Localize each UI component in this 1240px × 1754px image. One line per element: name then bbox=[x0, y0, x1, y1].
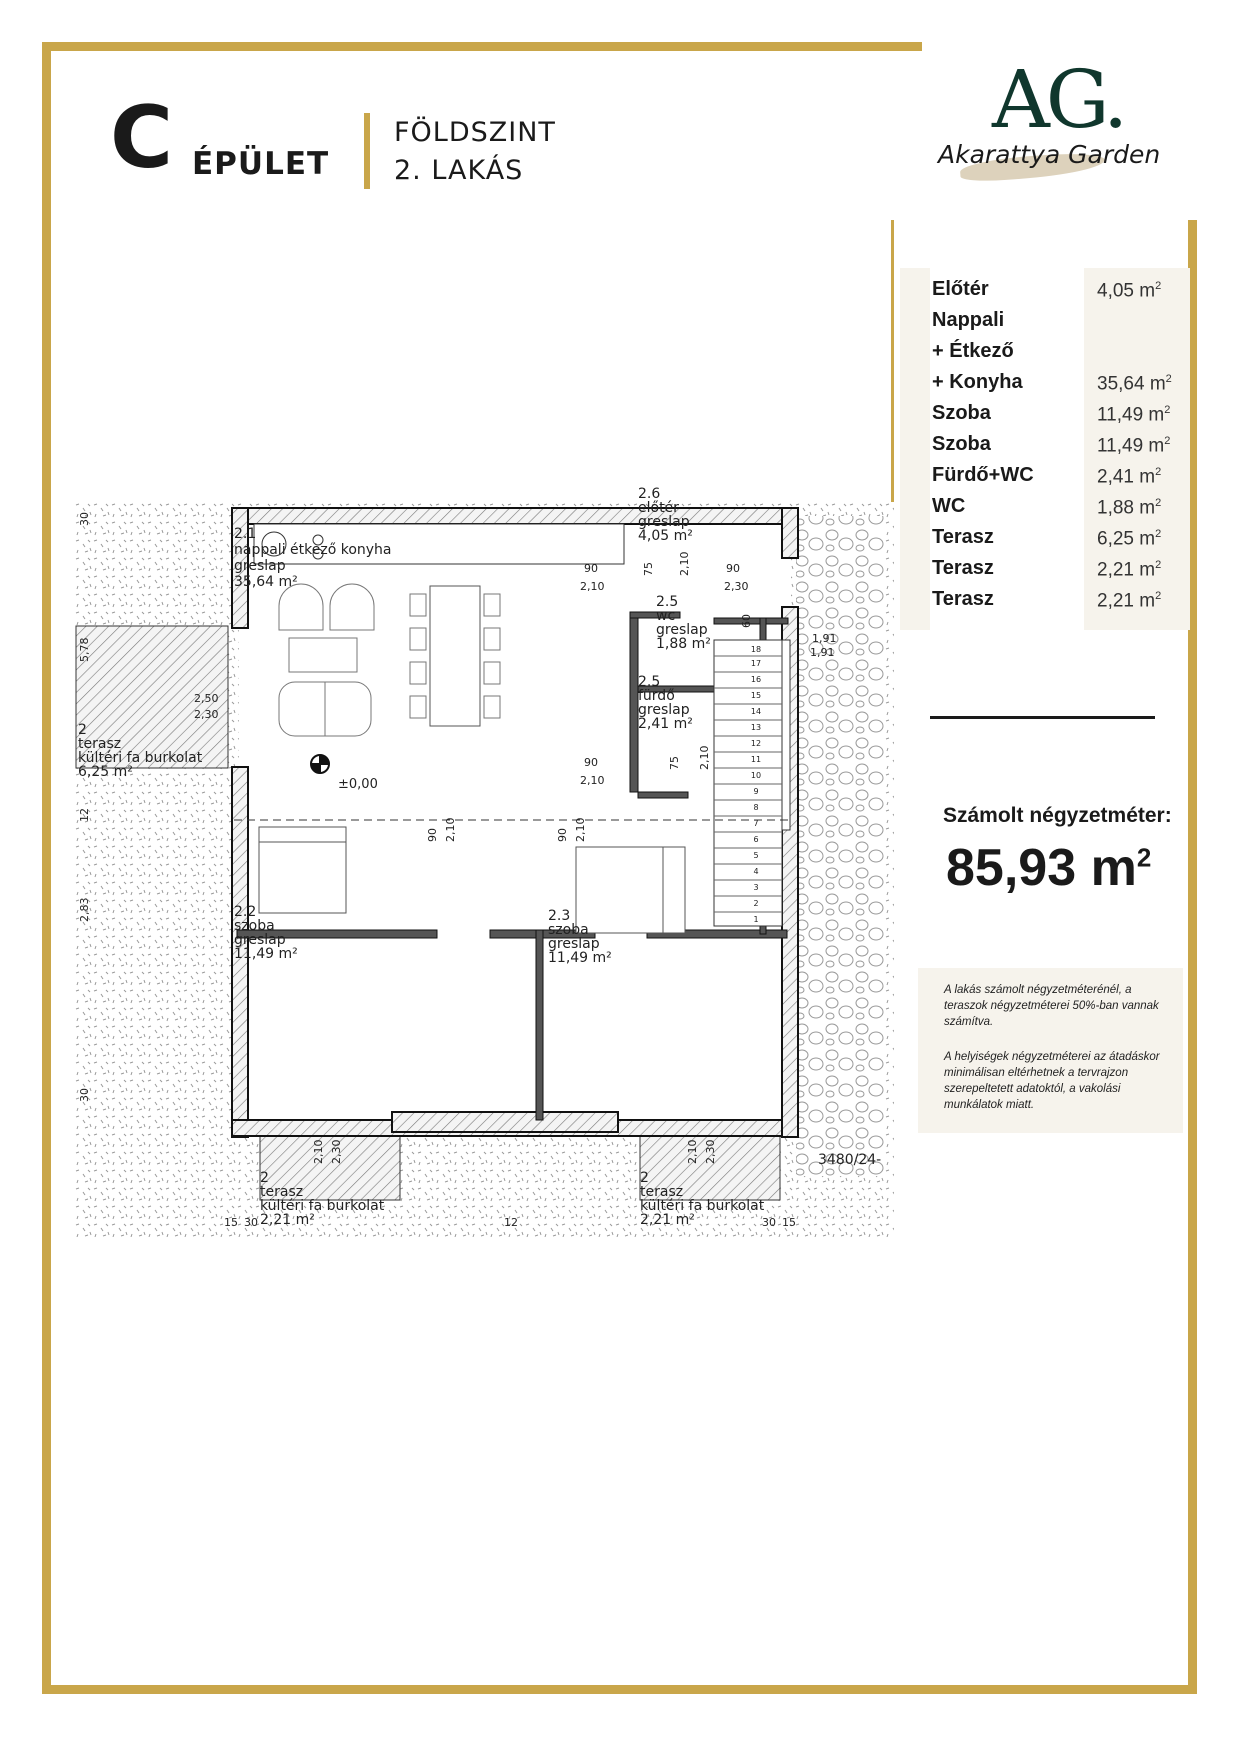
area-label: Terasz bbox=[932, 588, 994, 610]
stair-step: 4 bbox=[753, 867, 759, 876]
unit-name: 2. LAKÁS bbox=[394, 155, 524, 186]
area-row bbox=[932, 340, 1190, 371]
area-value: 35,64 $m^2$ bbox=[1097, 373, 1172, 395]
room-id: 2.2 bbox=[234, 904, 257, 920]
room-area: 6,25 m² bbox=[78, 764, 133, 780]
area-value: 11,49 $m^2$ bbox=[1097, 404, 1171, 426]
stair-step: 6 bbox=[753, 835, 759, 844]
room-id: 2 bbox=[78, 722, 87, 738]
area-row bbox=[932, 309, 1190, 340]
dimension: 2,10 bbox=[580, 580, 605, 593]
header-divider bbox=[364, 113, 370, 189]
room-id: 2.3 bbox=[548, 908, 571, 924]
dimension: 90 bbox=[726, 562, 740, 575]
dimension: 2,10 bbox=[574, 817, 587, 842]
stair-step: 17 bbox=[750, 659, 762, 668]
room-area: 4,05 m² bbox=[638, 528, 693, 544]
logo bbox=[930, 53, 1170, 190]
stair-step: 2 bbox=[753, 899, 759, 908]
dimension: 30 bbox=[78, 1088, 91, 1102]
area-label: WC bbox=[932, 495, 966, 517]
area-label: Fürdő+WC bbox=[932, 464, 1034, 486]
area-label: Előtér bbox=[932, 278, 989, 300]
building-letter: C bbox=[110, 88, 174, 188]
dimension: 1,91 bbox=[810, 646, 835, 659]
frame-bottom bbox=[42, 1685, 1197, 1694]
stairs bbox=[714, 640, 790, 926]
dimension: 15 bbox=[782, 1216, 796, 1229]
room-name: előtér bbox=[638, 500, 679, 516]
room-area: 2,21 m² bbox=[260, 1212, 315, 1228]
area-row bbox=[932, 557, 1190, 588]
dimension: 12 bbox=[78, 808, 91, 822]
area-value: 2,21 $m^2$ bbox=[1097, 590, 1162, 612]
room-id: 2.6 bbox=[638, 486, 661, 502]
room-floor: greslap bbox=[638, 514, 690, 530]
area-value: 2,21 $m^2$ bbox=[1097, 559, 1162, 581]
summary-label: Számolt négyzetméter: bbox=[943, 804, 1172, 827]
area-value: 2,41 $m^2$ bbox=[1097, 466, 1162, 488]
room-name: fürdő bbox=[638, 688, 675, 704]
room-floor: greslap bbox=[234, 932, 286, 948]
note-tolerance: A helyiségek négyzetméterei az átadáskor minimálisan eltérhetnek a tervrajzon szerepeltetett adatoktól, a vakolási munkálatok miatt. bbox=[944, 1051, 1160, 1111]
dining-table bbox=[430, 586, 480, 726]
stair-step: 8 bbox=[753, 803, 759, 812]
dimension: 2,10 bbox=[698, 745, 711, 770]
dimension: 2,50 bbox=[194, 692, 219, 705]
dimension: 2,30 bbox=[330, 1139, 343, 1164]
room-floor: kültéri fa burkolat bbox=[640, 1198, 765, 1214]
stair-step: 13 bbox=[750, 723, 762, 732]
area-table bbox=[900, 268, 1190, 630]
stair-step: 15 bbox=[750, 691, 762, 700]
dimension: 2,10 bbox=[580, 774, 605, 787]
floor-plan bbox=[74, 486, 894, 1237]
dimension: 30 bbox=[244, 1216, 258, 1229]
floor-name: FÖLDSZINT bbox=[394, 117, 556, 148]
room-name: szoba bbox=[548, 922, 589, 938]
dimension: 12 bbox=[504, 1216, 518, 1229]
bed-right bbox=[576, 847, 685, 933]
room-id: 2 bbox=[260, 1170, 269, 1186]
area-value: 1,88 $m^2$ bbox=[1097, 497, 1162, 519]
building-word: ÉPÜLET bbox=[192, 146, 330, 182]
area-row bbox=[932, 402, 1190, 433]
area-value: 11,49 $m^2$ bbox=[1097, 435, 1171, 457]
room-floor: greslap bbox=[656, 622, 708, 638]
area-row bbox=[932, 588, 1190, 619]
bed-left bbox=[259, 827, 346, 913]
dimension: 75 bbox=[642, 562, 655, 576]
room-floor: greslap bbox=[234, 558, 286, 574]
room-name: terasz bbox=[640, 1184, 684, 1200]
area-row bbox=[932, 433, 1190, 464]
summary-divider bbox=[930, 716, 1155, 719]
area-row bbox=[932, 278, 1190, 309]
stair-step: 5 bbox=[753, 851, 759, 860]
room-area: 11,49 m² bbox=[548, 950, 612, 966]
dimension: 30 bbox=[78, 512, 91, 526]
dimension: 2,10 bbox=[444, 817, 457, 842]
logo-name: Akarattya Garden bbox=[938, 140, 1161, 169]
level-marker-icon bbox=[311, 755, 329, 773]
dimension: 75 bbox=[668, 756, 681, 770]
area-label: Szoba bbox=[932, 433, 991, 455]
dimension: 2,10 bbox=[678, 551, 691, 576]
dimension: 2,30 bbox=[704, 1139, 717, 1164]
room-area: 2,41 m² bbox=[638, 716, 693, 732]
area-value: 4,05 $m^2$ bbox=[1097, 280, 1162, 302]
dimension: 60 bbox=[740, 614, 753, 628]
stair-step: 10 bbox=[750, 771, 762, 780]
dimension: 15 bbox=[224, 1216, 238, 1229]
area-label: Terasz bbox=[932, 526, 994, 548]
dimension: 90 bbox=[556, 828, 569, 842]
room-id: 2 bbox=[640, 1170, 649, 1186]
room-name: terasz bbox=[260, 1184, 304, 1200]
area-table-label-band bbox=[900, 268, 930, 630]
dimension: 90 bbox=[426, 828, 439, 842]
stair-step: 3 bbox=[753, 883, 759, 892]
room-floor: kültéri fa burkolat bbox=[78, 750, 203, 766]
dimension: 2,30 bbox=[194, 708, 219, 721]
stair-step: 1 bbox=[753, 915, 759, 924]
note-box bbox=[918, 968, 1183, 1133]
area-label: Terasz bbox=[932, 557, 994, 579]
room-id: 2.1 bbox=[234, 526, 257, 542]
stone-path bbox=[796, 516, 884, 1176]
room-area: 2,21 m² bbox=[640, 1212, 695, 1228]
room-floor: greslap bbox=[548, 936, 600, 952]
room-floor: greslap bbox=[638, 702, 690, 718]
parcel-label: 3480/24- bbox=[818, 1152, 882, 1168]
area-row bbox=[932, 371, 1190, 402]
dimension: 2,10 bbox=[686, 1139, 699, 1164]
stair-step: 18 bbox=[750, 645, 762, 654]
dimension: 2,83 bbox=[78, 897, 91, 922]
stair-step: 7 bbox=[753, 819, 759, 828]
area-row bbox=[932, 495, 1190, 526]
stair-step: 11 bbox=[750, 755, 762, 764]
dimension: 5,78 bbox=[78, 637, 91, 662]
dimension: 30 bbox=[762, 1216, 776, 1229]
stair-step: 12 bbox=[750, 739, 762, 748]
room-id: 2.5 bbox=[638, 674, 661, 690]
dimension: 90 bbox=[584, 756, 598, 769]
logo-mark: AG. bbox=[992, 53, 1125, 146]
room-name: wc bbox=[656, 608, 676, 624]
dimension: 2,10 bbox=[312, 1139, 325, 1164]
room-name: nappali étkező konyha bbox=[234, 542, 392, 558]
room-name: terasz bbox=[78, 736, 122, 752]
dimension: 90 bbox=[584, 562, 598, 575]
stair-step: 9 bbox=[753, 787, 759, 796]
room-area: 1,88 m² bbox=[656, 636, 711, 652]
summary-value: 85,93 $m^2$ bbox=[946, 839, 1152, 897]
area-row bbox=[932, 464, 1190, 495]
level-label: ±0,00 bbox=[338, 777, 378, 792]
area-label: Nappali bbox=[932, 309, 1005, 331]
frame-left bbox=[42, 42, 51, 1694]
stair-step: 16 bbox=[750, 675, 762, 684]
area-label: + Konyha bbox=[932, 371, 1023, 393]
room-area: 11,49 m² bbox=[234, 946, 298, 962]
area-label: + Étkező bbox=[932, 340, 1014, 362]
stair-step: 14 bbox=[750, 707, 762, 716]
area-value: 6,25 $m^2$ bbox=[1097, 528, 1162, 550]
area-row bbox=[932, 526, 1190, 557]
area-label: Szoba bbox=[932, 402, 991, 424]
dimension: 1,91 bbox=[812, 632, 837, 645]
room-area: 35,64 m² bbox=[234, 574, 298, 590]
note-terraces: A lakás számolt négyzetméterénél, a teraszok négyzetméterei 50%-ban vannak számítva. bbox=[944, 984, 1159, 1028]
room-name: szoba bbox=[234, 918, 275, 934]
room-floor: kültéri fa burkolat bbox=[260, 1198, 385, 1214]
room-id: 2.5 bbox=[656, 594, 679, 610]
frame-top bbox=[42, 42, 922, 51]
dimension: 2,30 bbox=[724, 580, 749, 593]
